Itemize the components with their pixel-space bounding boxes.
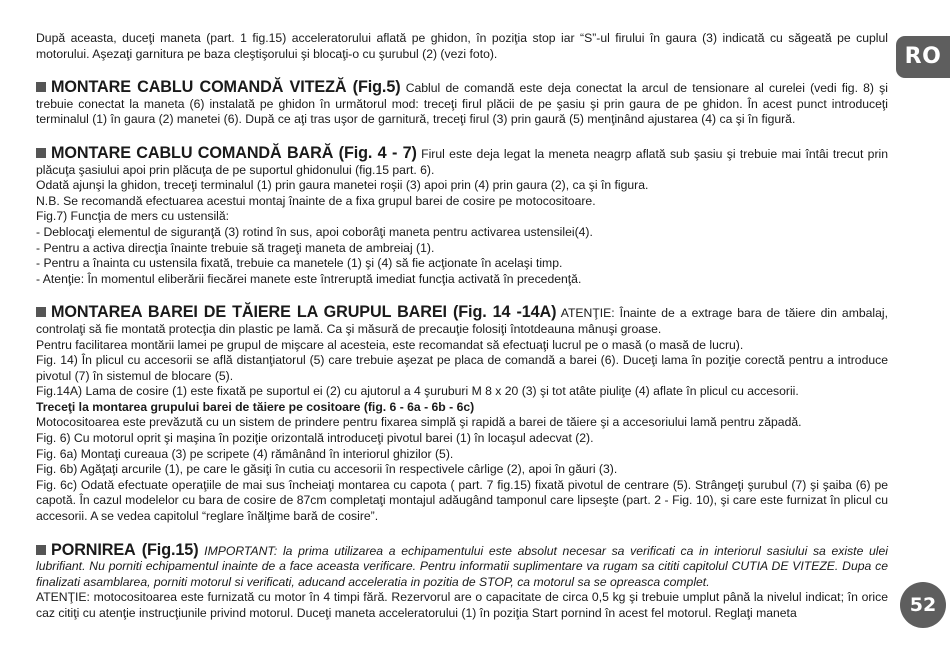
intro-paragraph: După aceasta, duceţi maneta (part. 1 fig.15) acceleratorului aflată pe ghidon, în poziţia stop iar “S”-ul firului în gaura (3) indicată cu săgeată pe cuplul motorului. Aşezaţi garnitura pe baza cleştişorului şi blocaţi-o cu şurubul (2) (vezi foto).	[36, 31, 888, 61]
section-paragraph	[36, 305, 888, 337]
body-line: N.B. Se recomandă efectuarea acestui montaj înainte de a fixa grupul barei de cosire pe motocositoare.	[36, 193, 596, 208]
section-italic-text: IMPORTANT: la prima utilizarea a echipamentului este absolut necesar sa verificati ca in interiorul sasiului sa existe ulei lubrifiant. Nu porniti echipamentul inainte de a face aceasta verificare. Pentru informatii suplimentare va rugam sa cititi capitolul CUTIA DE VITEZE. Dupa ce finalizati asamblarea, porniti motorul si verificati, aducand acceleratia in pozitia de STOP, ca motorul sa se opreasca complet.	[36, 543, 888, 589]
list-item: - Pentru a activa direcţia înainte trebuie să trageţi maneta de ambreiaj (1).	[36, 240, 435, 255]
subheading: Treceţi la montarea grupului barei de tăiere pe cositoare (fig. 6 - 6a - 6b - 6c)	[36, 399, 475, 414]
square-bullet-icon	[36, 545, 46, 555]
section-cutting-bar	[36, 305, 888, 524]
body-line: Fig.14A) Lama de cosire (1) este fixată pe suportul ei (2) cu ajutorul a 4 şuruburi M 8 x 20 (3) şi tot atâte piuliţe (4) aflate în plicul cu accesorii.	[36, 384, 799, 399]
language-badge: RO	[896, 36, 950, 78]
body-line: Motocositoarea este prevăzută cu un sistem de prindere pentru fixarea simplă şi rapidă a barei de tăiere şi a accesoriului lamă pentru zăpadă.	[36, 415, 802, 430]
list-item: - Deblocaţi elementul de siguranţă (3) rotind în sus, apoi coborâţi maneta pentru activarea ustensilei(4).	[36, 224, 593, 239]
body-line: Pentru facilitarea montării lamei pe grupul de mişcare al acesteia, este recomandat să efectuaţi lucrul pe o masă (o masă de lucru).	[36, 337, 744, 352]
body-line: Fig. 14) În plicul cu accesorii se află distanţiatorul (5) care trebuie aşezat pe placa de comandă a barei (6). Duceţi lama în poziţie corectă pentru a introduce pivotul (7) în sistemul de blocare (5).	[36, 353, 888, 383]
list-item: - Atenţie: În momentul eliberării fiecărei manete este întreruptă imediat funcţia activată în precedenţă.	[36, 271, 582, 286]
page-body	[36, 31, 888, 622]
page-number-badge: 52	[900, 582, 946, 628]
square-bullet-icon	[36, 82, 46, 92]
section-heading: MONTARE CABLU COMANDĂ VITEZĂ (Fig.5)	[51, 78, 401, 97]
body-line: Odată ajunşi la ghidon, treceţi terminalul (1) prin gaura manetei roşii (3) apoi prin (4) prin gaura (2), ca şi în figura.	[36, 178, 649, 193]
body-line: ATENŢIE: motocositoarea este furnizată cu motor în 4 timpi fără. Rezervorul are o capacitate de circa 0,5 kg şi trebuie umplut până la nivelul indicat; în orice caz citiţi cu atenţie instrucţiunile privind motorul. Duceţi maneta acceleratorului (1) în poziţia Start pornind în acest fel motorul. Reglaţi maneta	[36, 590, 888, 620]
section-lead-text: ATENŢIE: Înainte de a extrage bara de tăiere din ambalaj, controlaţi să fie montată protecţia din plastic pe lamă. Ca şi măsură de precauţie folosiţi întotdeauna mânuşi groase.	[36, 306, 888, 336]
section-paragraph	[36, 143, 888, 178]
square-bullet-icon	[36, 148, 46, 158]
section-paragraph	[36, 540, 888, 591]
body-line: Fig. 6c) Odată efectuate operaţiile de mai sus încheiaţi montarea cu capota ( part. 7 fig.15) fixată pivotul de centrare (5). Strângeţi şurubul (7) şi şaiba (6) pe capotă. În cazul modelelor cu bara de cosire de 87cm completaţi montajul adăugând tamponul care lipseşte (part. 2 - Fig. 10), şi care este furnizat în plicul cu accesorii. A se vedea capitolul “reglare înălţime bară de cosire”.	[36, 477, 888, 524]
list-item: - Pentru a înainta cu ustensila fixată, trebuie ca manetele (1) şi (4) să fie acţionate în acelaşi timp.	[36, 256, 563, 271]
section-speed-cable	[36, 80, 888, 128]
section-heading: PORNIREA (Fig.15)	[51, 540, 199, 559]
section-lead-text: Firul este deja legat la meneta neagrp aflată sub şasiu şi trebuie mai întâi trecut prin plăcuţa şasiului apoi prin plăcuţa de pe suportul ghidonului (fig.15 part. 6).	[36, 146, 888, 177]
body-line: Fig.7) Funcţia de mers cu ustensilă:	[36, 209, 230, 224]
section-lead-text: Cablul de comandă este deja conectat la arcul de tensionare al curelei (vedi fig. 8) şi trebuie conectat la maneta (6) instalată pe ghidon în următorul mod: treceţi firul plăcii de pe şasiu şi prin gaura de pe ghidon. În acest punct introduceţi terminalul (1) în gaura (2) manetei (6). După ce aţi tras uşor de garnitură, treceţi firul (3) prin gaură (5) menţinând ajustarea (4) ca şi în figură.	[36, 81, 888, 127]
square-bullet-icon	[36, 307, 46, 317]
body-line: Fig. 6a) Montaţi cureaua (3) pe scripete (4) rămânând în interiorul ghizilor (5).	[36, 446, 454, 461]
section-starting	[36, 540, 888, 622]
body-line: Fig. 6) Cu motorul oprit şi maşina în poziţie orizontală introduceţi pivotul barei (1) în locaşul adecvat (2).	[36, 431, 594, 446]
section-heading: MONTAREA BAREI DE TĂIERE LA GRUPUL BAREI (Fig. 14 -14A)	[51, 303, 557, 322]
section-paragraph	[36, 80, 888, 128]
section-heading: MONTARE CABLU COMANDĂ BARĂ (Fig. 4 - 7)	[51, 143, 417, 162]
body-line: Fig. 6b) Agăţaţi arcurile (1), pe care le găsiţi în cutia cu accesorii în respectivele cârlige (2), apoi în găuri (3).	[36, 462, 618, 477]
section-bar-cable	[36, 143, 888, 287]
